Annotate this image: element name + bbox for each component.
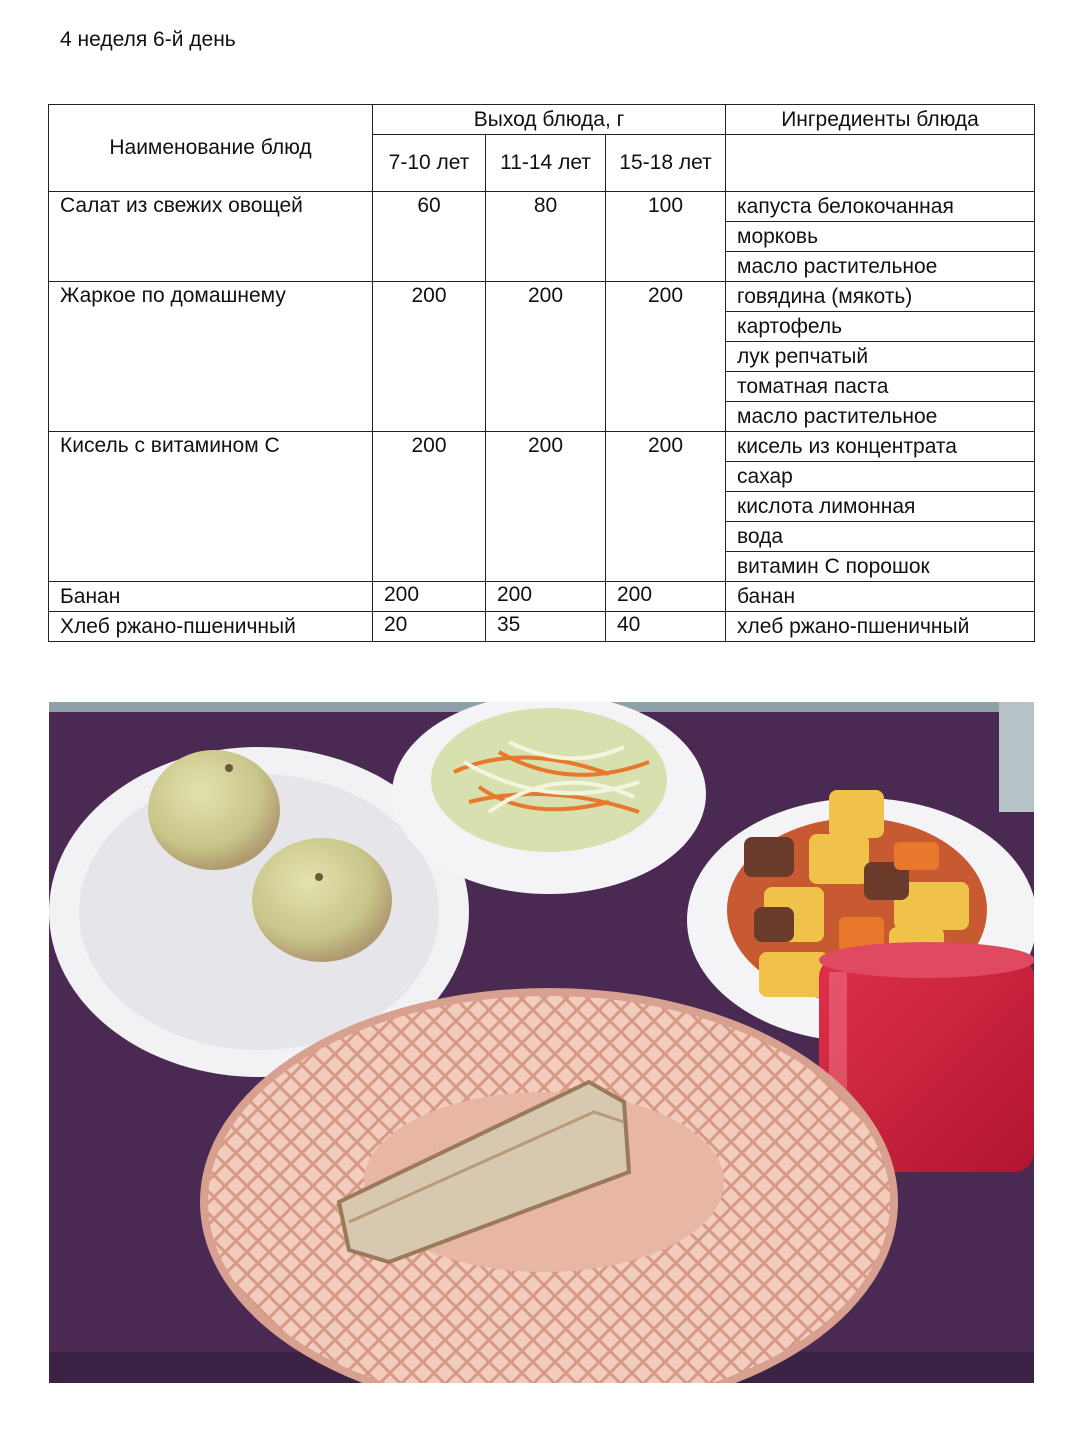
ingredient: кислота лимонная xyxy=(726,492,1035,522)
yield-value: 200 xyxy=(486,282,606,432)
apple-shape xyxy=(252,838,392,962)
ingredient: лук репчатый xyxy=(726,342,1035,372)
ingredient: вода xyxy=(726,522,1035,552)
yield-value: 200 xyxy=(606,282,726,432)
yield-value: 40 xyxy=(606,612,726,642)
table-row xyxy=(49,582,1035,612)
yield-value: 200 xyxy=(486,432,606,582)
yield-value: 100 xyxy=(606,192,726,282)
page-title: 4 неделя 6-й день xyxy=(60,28,236,51)
header-age-11-14: 11-14 лет xyxy=(486,135,606,192)
ingredient: кисель из концентрата xyxy=(726,432,1035,462)
dish-name: Хлеб ржано-пшеничный xyxy=(49,612,373,642)
table-row xyxy=(49,282,1035,312)
yield-value: 200 xyxy=(606,432,726,582)
dish-name: Кисель с витамином С xyxy=(49,432,373,582)
header-empty-cell xyxy=(726,135,1035,192)
ingredient: банан xyxy=(726,582,1035,612)
table-row xyxy=(49,192,1035,222)
ingredient: хлеб ржано-пшеничный xyxy=(726,612,1035,642)
yield-value: 200 xyxy=(486,582,606,612)
dish-name: Жаркое по домашнему xyxy=(49,282,373,432)
yield-value: 200 xyxy=(373,432,486,582)
table-row xyxy=(49,612,1035,642)
ingredient: масло растительное xyxy=(726,252,1035,282)
ingredient: витамин С порошок xyxy=(726,552,1035,582)
header-yield: Выход блюда, г xyxy=(373,105,726,135)
header-age-15-18: 15-18 лет xyxy=(606,135,726,192)
yield-value: 200 xyxy=(606,582,726,612)
ingredient: сахар xyxy=(726,462,1035,492)
ingredient: морковь xyxy=(726,222,1035,252)
menu-table xyxy=(48,104,1035,642)
yield-value: 200 xyxy=(373,582,486,612)
dish-name: Салат из свежих овощей xyxy=(49,192,373,282)
yield-value: 20 xyxy=(373,612,486,642)
yield-value: 35 xyxy=(486,612,606,642)
header-dish-name: Наименование блюд xyxy=(49,105,373,192)
ingredient: масло растительное xyxy=(726,402,1035,432)
yield-value: 60 xyxy=(373,192,486,282)
apple-shape xyxy=(148,750,280,870)
dish-name: Банан xyxy=(49,582,373,612)
yield-value: 200 xyxy=(373,282,486,432)
table-row xyxy=(49,432,1035,462)
meal-photo xyxy=(49,702,1034,1383)
header-ingredients: Ингредиенты блюда xyxy=(726,105,1035,135)
ingredient: капуста белокочанная xyxy=(726,192,1035,222)
yield-value: 80 xyxy=(486,192,606,282)
header-age-7-10: 7-10 лет xyxy=(373,135,486,192)
ingredient: картофель xyxy=(726,312,1035,342)
ingredient: томатная паста xyxy=(726,372,1035,402)
ingredient: говядина (мякоть) xyxy=(726,282,1035,312)
